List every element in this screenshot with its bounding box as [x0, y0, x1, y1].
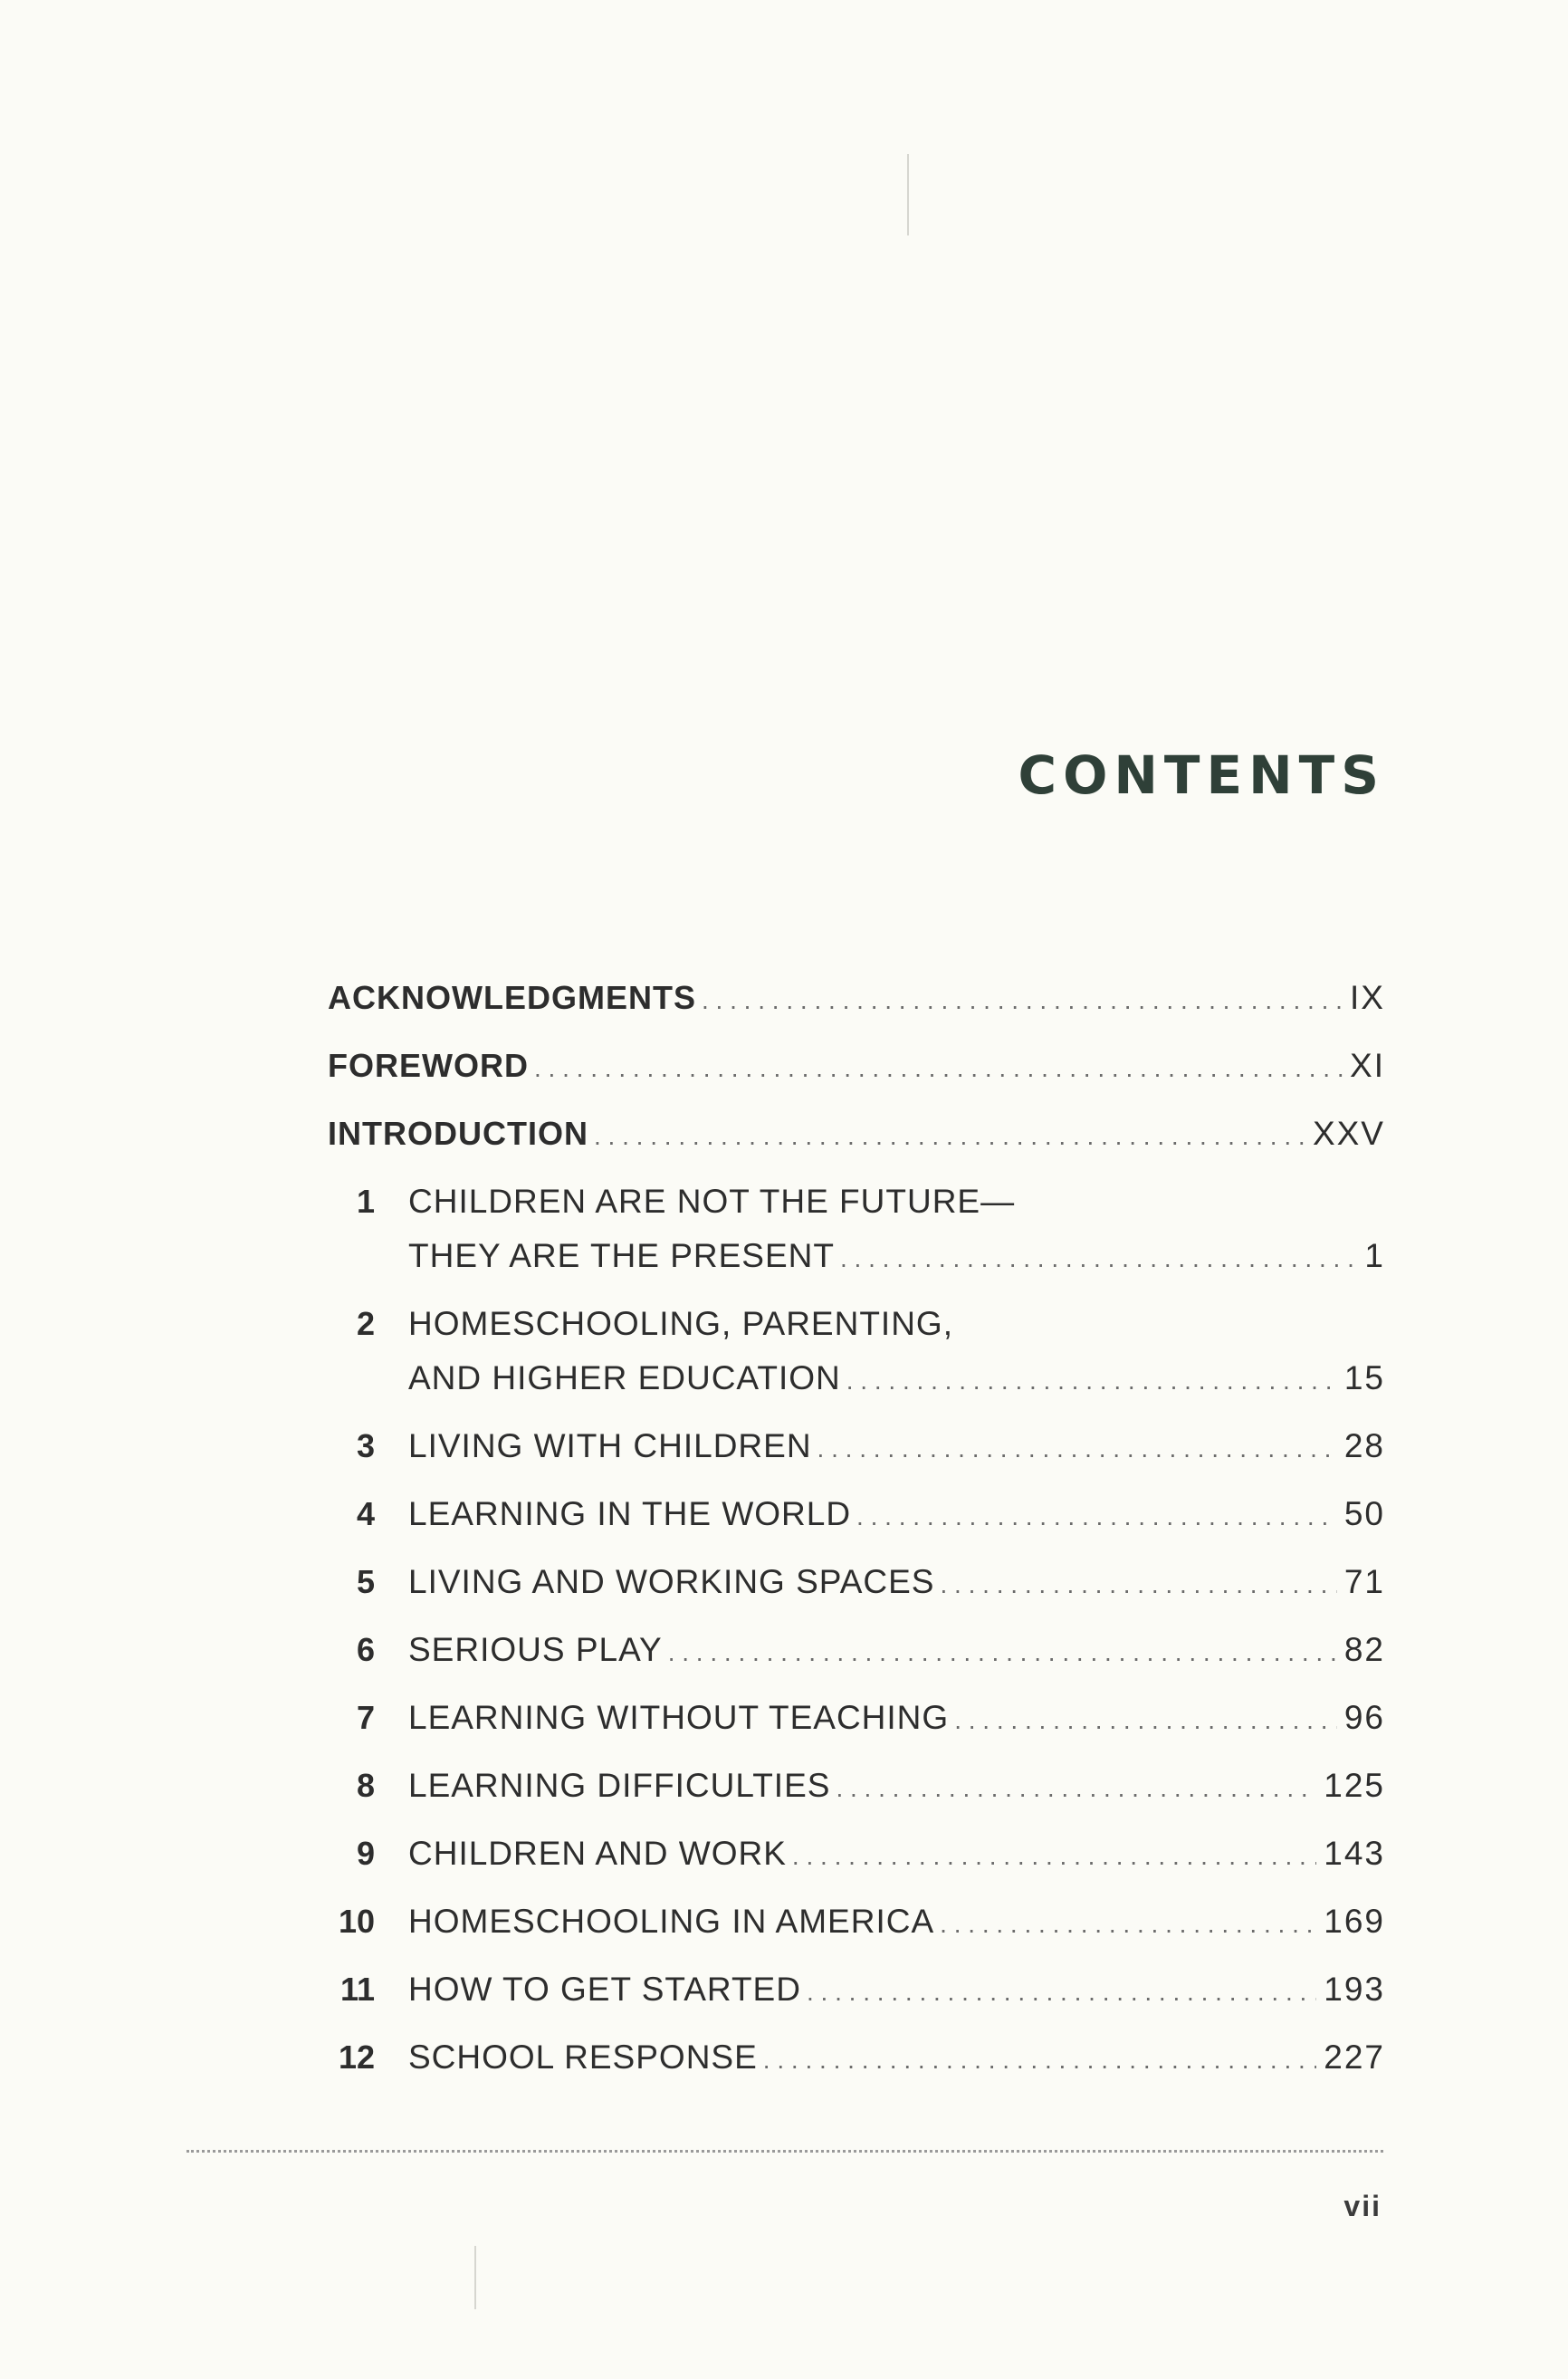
toc-entry-label: ACKNOWLEDGMENTS — [328, 979, 696, 1016]
toc-chapter-11[interactable] — [328, 1970, 1385, 2038]
dot-leader — [702, 981, 1343, 1021]
dot-leader — [817, 1429, 1337, 1469]
toc-chapter-10[interactable] — [328, 1902, 1385, 1970]
chapter-number: 3 — [356, 1427, 375, 1464]
chapter-number: 5 — [356, 1563, 375, 1600]
chapter-number: 12 — [338, 2038, 375, 2076]
chapter-title: HOMESCHOOLING IN AMERICA — [408, 1903, 935, 1940]
chapter-number: 4 — [356, 1495, 375, 1532]
dot-leader — [763, 2040, 1316, 2080]
chapter-title: SCHOOL RESPONSE — [408, 2038, 758, 2076]
toc-chapter-4[interactable] — [328, 1494, 1385, 1562]
toc-entry-page: XI — [1350, 1047, 1385, 1084]
chapter-page: 143 — [1324, 1835, 1385, 1872]
toc-chapter-8[interactable] — [328, 1766, 1385, 1834]
chapter-page: 71 — [1343, 1563, 1385, 1600]
toc-entry-label: INTRODUCTION — [328, 1115, 588, 1152]
toc-chapter-7[interactable] — [328, 1698, 1385, 1766]
chapter-page: 15 — [1343, 1359, 1385, 1396]
chapter-number: 10 — [338, 1903, 375, 1940]
chapter-title-line1: HOMESCHOOLING, PARENTING, — [408, 1305, 953, 1342]
dot-leader — [807, 1972, 1316, 2012]
table-of-contents — [328, 978, 1385, 2106]
chapter-title-line2: THEY ARE THE PRESENT — [408, 1237, 835, 1274]
toc-chapter-3[interactable] — [328, 1426, 1385, 1494]
toc-chapter-1[interactable] — [328, 1182, 1385, 1304]
chapter-number: 8 — [356, 1767, 375, 1804]
toc-chapter-9[interactable] — [328, 1834, 1385, 1902]
page-number: vii — [1343, 2190, 1382, 2222]
chapter-page: 169 — [1324, 1903, 1385, 1940]
chapter-page: 28 — [1343, 1427, 1385, 1464]
chapter-page: 125 — [1324, 1767, 1385, 1804]
chapter-title: SERIOUS PLAY — [408, 1631, 663, 1668]
chapter-title-line1: CHILDREN ARE NOT THE FUTURE— — [408, 1183, 1016, 1220]
dot-leader — [940, 1904, 1316, 1944]
chapter-number: 7 — [356, 1699, 375, 1736]
paper-mark — [474, 2246, 476, 2309]
dot-leader — [846, 1361, 1337, 1401]
paper-mark — [907, 154, 909, 235]
dot-leader — [940, 1565, 1336, 1605]
chapter-number: 6 — [356, 1631, 375, 1668]
toc-chapter-12[interactable] — [328, 2038, 1385, 2106]
toc-entry-foreword[interactable] — [328, 1046, 1385, 1114]
footer-dotted-rule — [186, 2150, 1383, 2153]
toc-entry-page: XXV — [1312, 1115, 1385, 1152]
chapter-page: 50 — [1343, 1495, 1385, 1532]
toc-chapter-5[interactable] — [328, 1562, 1385, 1630]
dot-leader — [668, 1633, 1337, 1673]
dot-leader — [856, 1497, 1337, 1537]
chapter-page: 193 — [1324, 1971, 1385, 2008]
chapter-title: LEARNING IN THE WORLD — [408, 1495, 852, 1532]
toc-entry-introduction[interactable] — [328, 1114, 1385, 1182]
chapter-number: 9 — [356, 1835, 375, 1872]
chapter-page: 227 — [1324, 2038, 1385, 2076]
dot-leader — [792, 1837, 1316, 1876]
toc-chapter-6[interactable] — [328, 1630, 1385, 1698]
chapter-number: 2 — [356, 1305, 375, 1342]
dot-leader — [954, 1701, 1337, 1741]
dot-leader — [594, 1117, 1305, 1156]
dot-leader — [840, 1239, 1357, 1279]
chapter-title: LEARNING DIFFICULTIES — [408, 1767, 831, 1804]
dot-leader — [534, 1049, 1343, 1089]
chapter-page: 96 — [1343, 1699, 1385, 1736]
chapter-title-line2: AND HIGHER EDUCATION — [408, 1359, 841, 1396]
chapter-title: CHILDREN AND WORK — [408, 1835, 787, 1872]
toc-chapter-2[interactable] — [328, 1304, 1385, 1426]
toc-entry-page: IX — [1350, 979, 1385, 1016]
chapter-title: HOW TO GET STARTED — [408, 1971, 801, 2008]
chapter-page: 1 — [1364, 1237, 1385, 1274]
toc-entry-label: FOREWORD — [328, 1047, 529, 1084]
chapter-number: 1 — [356, 1183, 375, 1220]
chapter-title: LEARNING WITHOUT TEACHING — [408, 1699, 950, 1736]
chapter-title: LIVING AND WORKING SPACES — [408, 1563, 935, 1600]
toc-entry-acknowledgments[interactable] — [328, 978, 1385, 1046]
dot-leader — [836, 1769, 1316, 1808]
chapter-page: 82 — [1343, 1631, 1385, 1668]
chapter-number: 11 — [339, 1971, 375, 2008]
page-title: CONTENTS — [1018, 744, 1385, 806]
chapter-title: LIVING WITH CHILDREN — [408, 1427, 812, 1464]
